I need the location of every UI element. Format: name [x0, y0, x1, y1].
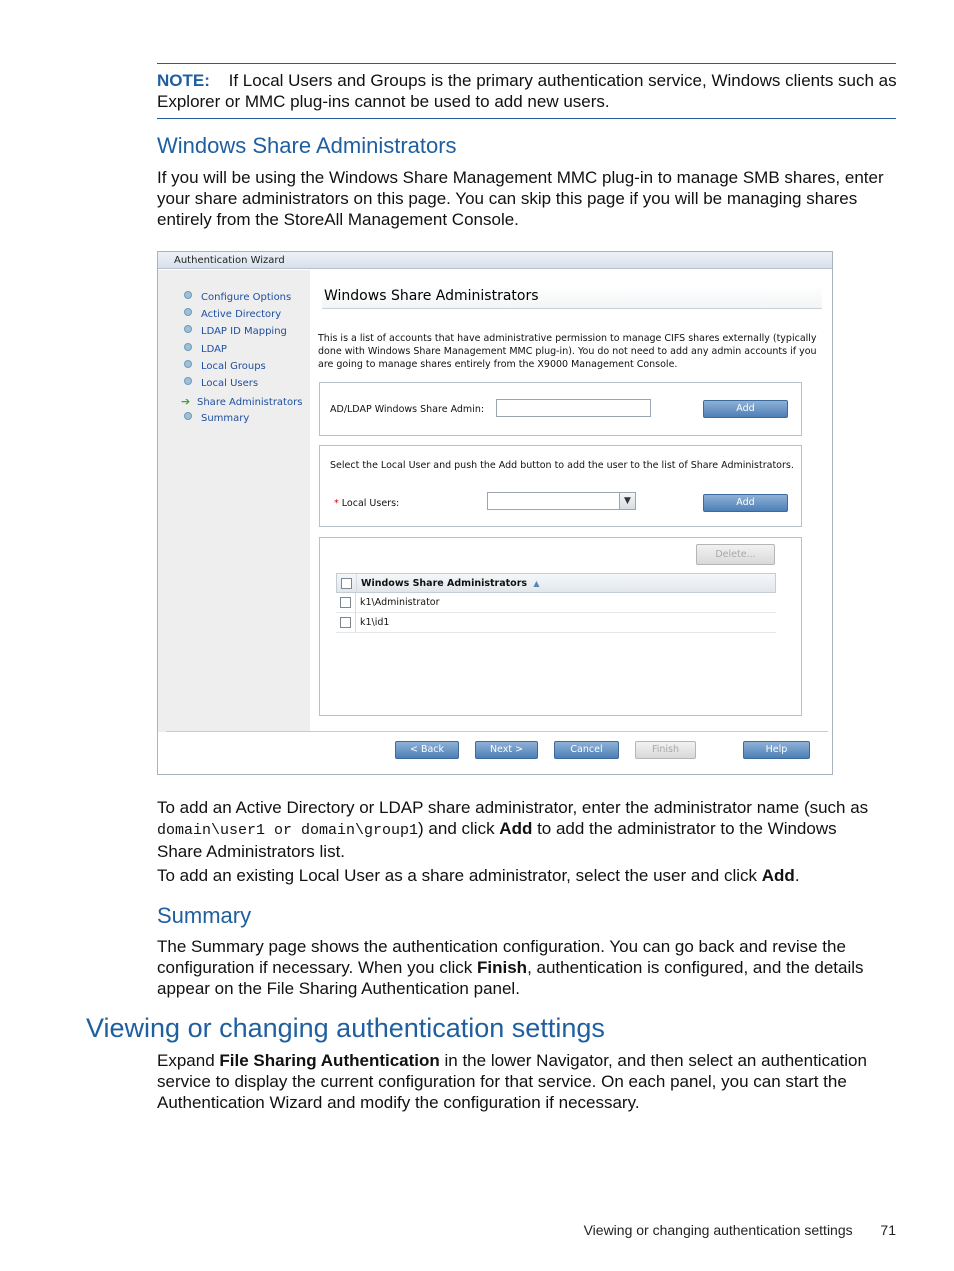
authentication-wizard-screenshot: [157, 251, 833, 775]
para-line: appear on the File Sharing Authentication panel.: [157, 979, 520, 998]
para-line: your share administrators on this page. You can skip this page if you will be managing shares: [157, 189, 858, 208]
para-line: [157, 818, 902, 841]
panel-title: Windows Share Administrators: [322, 286, 822, 309]
note-bottom-rule: [157, 118, 896, 119]
nav-label: Local Groups: [201, 361, 266, 372]
nav-item-summary[interactable]: [184, 412, 249, 426]
column-separator: [355, 613, 356, 632]
wizard-title-bar: Authentication Wizard: [158, 252, 832, 269]
viewing-paragraph: [157, 1050, 902, 1113]
note-top-rule: [157, 63, 896, 64]
wizard-footer-divider: [166, 731, 828, 732]
summary-paragraph: [157, 936, 902, 999]
local-users-instructions: Select the Local User and push the Add button to add the user to the list of Share Administrators.: [330, 460, 794, 471]
chevron-down-icon[interactable]: ▼: [619, 493, 635, 509]
wizard-nav: [158, 270, 310, 732]
row-admin-name: k1\Administrator: [360, 597, 440, 608]
required-marker: *: [334, 498, 339, 509]
bold-add: Add: [761, 866, 795, 885]
bold-file-sharing-auth: File Sharing Authentication: [219, 1051, 440, 1070]
delete-button[interactable]: Delete...: [696, 544, 775, 565]
para-line: If you will be using the Windows Share Management MMC plug-in to manage SMB shares, enter: [157, 168, 884, 187]
local-users-select[interactable]: [487, 492, 636, 510]
bullet-icon: [184, 377, 192, 385]
column-header-text: Windows Share Administrators: [361, 578, 528, 589]
column-header-label[interactable]: [361, 574, 540, 594]
page-number: 71: [880, 1222, 896, 1238]
add-ad-button[interactable]: Add: [703, 400, 788, 418]
text-span: configuration if necessary. When you click: [157, 958, 477, 977]
bullet-icon: [184, 308, 192, 316]
back-button[interactable]: < Back: [395, 741, 459, 759]
nav-label: Local Users: [201, 378, 259, 389]
para-line: [157, 1050, 902, 1071]
para-line: entirely from the StoreAll Management Console.: [157, 210, 519, 229]
local-users-label: Local Users:: [341, 498, 400, 509]
section-heading-summary: Summary: [157, 903, 252, 928]
note-label: NOTE:: [157, 71, 210, 90]
section-heading-share-admins: Windows Share Administrators: [157, 133, 457, 158]
nav-label: Share Administrators: [197, 397, 303, 408]
text-span: Expand: [157, 1051, 220, 1070]
column-separator: [355, 593, 356, 612]
bold-add: Add: [499, 819, 533, 838]
bold-finish: Finish: [477, 958, 528, 977]
table-row[interactable]: [336, 613, 776, 633]
column-separator: [356, 574, 357, 592]
para-line: To add an Active Directory or LDAP share administrator, enter the administrator name (such as: [157, 798, 869, 817]
sort-ascending-icon: ▲: [533, 579, 540, 588]
note: [157, 70, 897, 112]
nav-label: LDAP ID Mapping: [201, 326, 287, 337]
select-all-checkbox[interactable]: [341, 578, 352, 589]
row-checkbox[interactable]: [340, 597, 351, 608]
row-checkbox[interactable]: [340, 617, 351, 628]
text-span: .: [794, 866, 800, 885]
para-line: service to display the current configuration for that service. On each panel, you can start the: [157, 1072, 847, 1091]
text-span: in the lower Navigator, and then select an authentication: [439, 1051, 867, 1070]
ad-ldap-input[interactable]: [496, 399, 651, 417]
nav-label: Configure Options: [201, 292, 292, 303]
local-users-label-wrap: [334, 498, 399, 509]
table-row[interactable]: [336, 593, 776, 613]
nav-item-share-administrators[interactable]: [181, 395, 303, 409]
text-span: To add an existing Local User as a share administrator, select the user and click: [157, 866, 762, 885]
help-button[interactable]: Help: [743, 741, 810, 759]
note-text: If Local Users and Groups is the primary authentication service, Windows clients such as Explorer or MMC plug-ins cannot be used to add new users.: [157, 71, 897, 111]
footer-title: Viewing or changing authentication settings: [583, 1222, 853, 1238]
nav-item-active-directory[interactable]: [184, 308, 281, 322]
add-local-user-button[interactable]: Add: [703, 494, 788, 512]
section-paragraph: [157, 167, 902, 230]
text-span: , authentication is configured, and the details: [527, 958, 864, 977]
nav-item-configure-options[interactable]: [184, 291, 291, 305]
nav-label: Summary: [201, 413, 250, 424]
para-line: Authentication Wizard and modify the configuration if necessary.: [157, 1093, 640, 1112]
add-local-paragraph: [157, 865, 902, 886]
para-line: Share Administrators list.: [157, 842, 346, 861]
nav-label: LDAP: [201, 344, 227, 355]
table-header[interactable]: [336, 573, 776, 593]
bullet-icon: [184, 343, 192, 351]
nav-item-local-groups[interactable]: [184, 360, 266, 374]
bullet-icon: [184, 412, 192, 420]
bullet-icon: [184, 325, 192, 333]
para-line: [157, 957, 902, 978]
nav-item-ldap-id-mapping[interactable]: [184, 325, 287, 339]
row-admin-name: k1\id1: [360, 617, 390, 628]
ad-ldap-label: AD/LDAP Windows Share Admin:: [330, 404, 485, 415]
text-span: to add the administrator to the Windows: [532, 819, 837, 838]
current-step-arrow-icon: ➔: [181, 395, 191, 408]
nav-item-local-users[interactable]: [184, 377, 258, 391]
page-footer: [584, 1222, 896, 1238]
nav-item-ldap[interactable]: [184, 343, 227, 357]
section-heading-viewing: Viewing or changing authentication settings: [86, 1013, 605, 1043]
local-users-box: [319, 445, 802, 527]
para-line: The Summary page shows the authentication configuration. You can go back and revise the: [157, 937, 846, 956]
next-button[interactable]: Next >: [475, 741, 538, 759]
cancel-button[interactable]: Cancel: [554, 741, 619, 759]
panel-description: This is a list of accounts that have administrative permission to manage CIFS shares externally (typically done with Windows Share Management MMC plug-in). You do not need to add any admin accounts if you are going to manage shares entirely from the X9000 Management Console.: [318, 333, 817, 370]
bullet-icon: [184, 291, 192, 299]
add-admin-paragraph: [157, 797, 902, 862]
finish-button[interactable]: Finish: [635, 741, 696, 759]
text-span: ) and click: [418, 819, 500, 838]
nav-label: Active Directory: [201, 309, 282, 320]
code-sample: domain\user1 or domain\group1: [157, 822, 419, 839]
bullet-icon: [184, 360, 192, 368]
